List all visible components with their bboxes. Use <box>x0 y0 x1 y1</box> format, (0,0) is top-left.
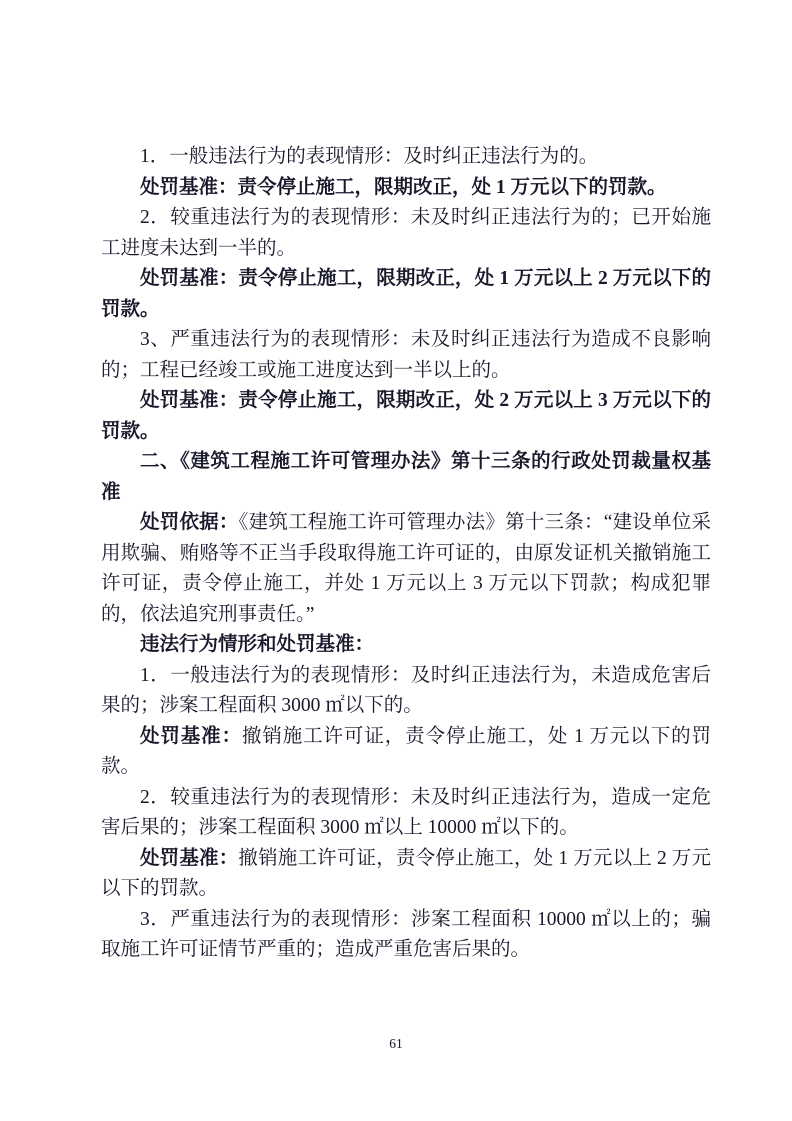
section2-heading <box>101 447 711 508</box>
section2-item2-penalty <box>101 844 711 905</box>
text-run: 1．一般违法行为的表现情形：及时纠正违法行为的。 <box>140 146 599 167</box>
bold-text-run: 处罚依据： <box>140 512 239 533</box>
text-run: 撤销施工许可证，责令停止施工，处 1 万元以上 2 万元以下的罚款。 <box>101 847 711 899</box>
section2-item3-situation <box>101 905 711 966</box>
bold-text-run: 处罚基准：责令停止施工，限期改正，处 2 万元以上 3 万元以下的罚款。 <box>101 390 711 442</box>
text-run: 撤销施工许可证，责令停止施工，处 1 万元以下的罚款。 <box>101 725 711 777</box>
bold-text-run: 处罚基准：责令停止施工，限期改正，处 1 万元以下的罚款。 <box>140 176 667 198</box>
bold-text-run: 处罚基准：责令停止施工，限期改正，处 1 万元以上 2 万元以下的罚款。 <box>101 268 711 320</box>
document-body <box>101 142 711 966</box>
section1-item3-situation <box>101 325 711 386</box>
section2-basis <box>101 508 711 630</box>
text-run: 3、严重违法行为的表现情形：未及时纠正违法行为造成不良影响的；工程已经竣工或施工进度达到一半以上的。 <box>101 329 711 381</box>
section2-item1-situation <box>101 661 711 722</box>
bold-text-run: 处罚基准： <box>140 847 239 869</box>
bold-text-run: 处罚基准： <box>140 725 242 747</box>
section1-item1-situation <box>101 142 711 173</box>
section1-item1-penalty <box>101 173 711 204</box>
section2-item1-penalty <box>101 722 711 783</box>
section2-item2-situation <box>101 783 711 844</box>
bold-text-run: 违法行为情形和处罚基准： <box>140 634 375 655</box>
text-run: 《建筑工程施工许可管理办法》第十三条：“建设单位采用欺骗、贿赂等不正当手段取得施工许可证的，由原发证机关撤销施工许可证，责令停止施工，并处 1 万元以上 3 万元以下罚款；构成犯罪的，依法追究刑事责任。” <box>101 512 711 625</box>
section1-item2-penalty <box>101 264 711 325</box>
section1-item2-situation <box>101 203 711 264</box>
bold-text-run: 二、《建筑工程施工许可管理办法》第十三条的行政处罚裁量权基准 <box>101 451 711 503</box>
section2-subheading <box>101 630 711 661</box>
text-run: 2．较重违法行为的表现情形：未及时纠正违法行为，造成一定危害后果的；涉案工程面积 3000 ㎡以上 10000 ㎡以下的。 <box>101 786 711 838</box>
page-number: 61 <box>389 1036 403 1051</box>
section1-item3-penalty <box>101 386 711 447</box>
text-run: 1．一般违法行为的表现情形：及时纠正违法行为，未造成危害后果的；涉案工程面积 3000 ㎡以下的。 <box>101 664 711 716</box>
text-run: 3．严重违法行为的表现情形：涉案工程面积 10000 ㎡以上的；骗取施工许可证情节严重的；造成严重危害后果的。 <box>101 908 711 960</box>
text-run: 2．较重违法行为的表现情形：未及时纠正违法行为的；已开始施工进度未达到一半的。 <box>101 207 711 259</box>
